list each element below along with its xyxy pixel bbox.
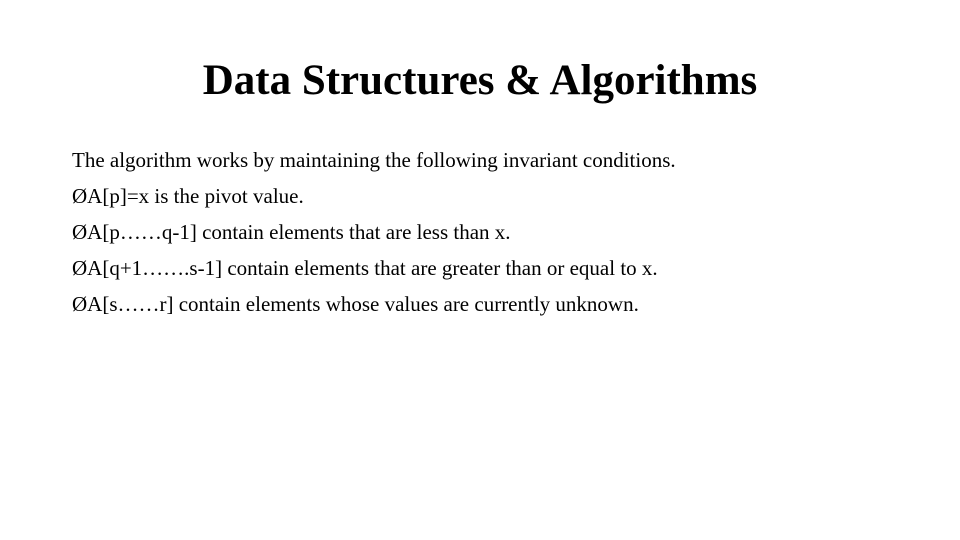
arrow-bullet-icon: Ø — [72, 220, 88, 244]
slide-body — [72, 142, 932, 322]
list-item — [72, 250, 932, 286]
list-item-text: A[s……r] contain elements whose values are currently unknown. — [87, 292, 639, 316]
slide-title: Data Structures & Algorithms — [202, 57, 758, 104]
list-item-text: A[p……q-1] contain elements that are less than x. — [87, 220, 511, 244]
arrow-bullet-icon: Ø — [72, 256, 88, 280]
arrow-bullet-icon: Ø — [72, 184, 88, 208]
list-item — [72, 178, 932, 214]
list-item — [72, 214, 932, 250]
list-item-text: A[p]=x is the pivot value. — [87, 184, 304, 208]
intro-text: The algorithm works by maintaining the following invariant conditions. — [72, 148, 676, 172]
list-item-text: A[q+1…….s-1] contain elements that are greater than or equal to x. — [87, 256, 658, 280]
arrow-bullet-icon: Ø — [72, 292, 88, 316]
invariant-list — [72, 178, 932, 322]
list-item — [72, 286, 932, 322]
